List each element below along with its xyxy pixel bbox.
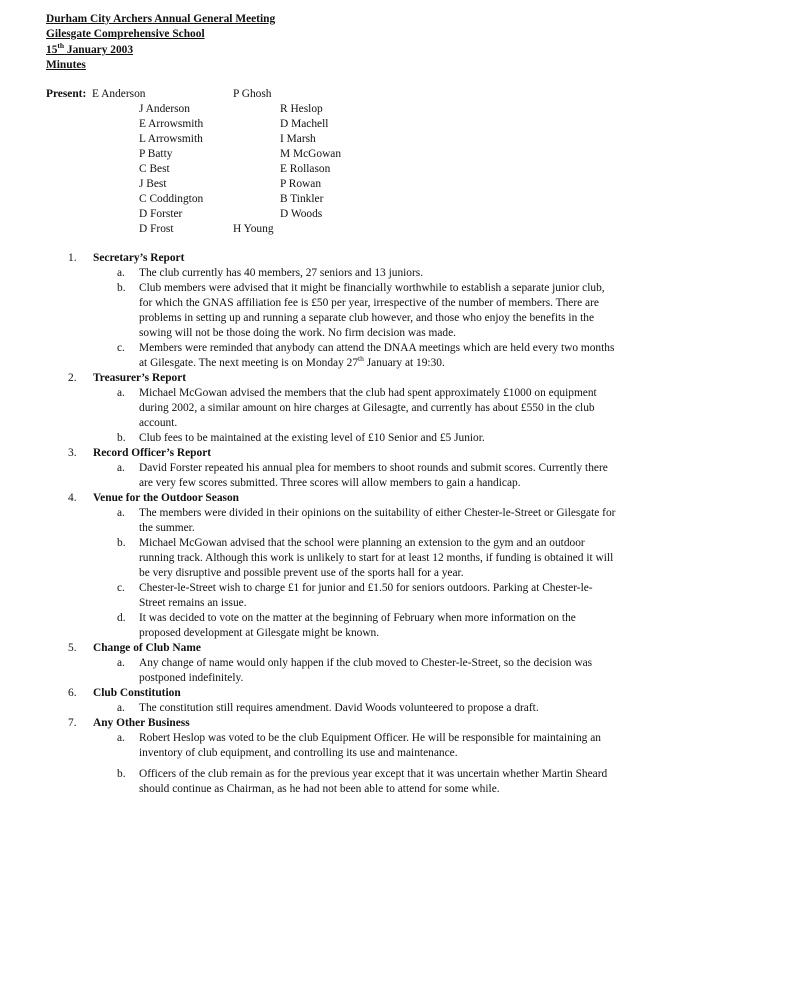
item-text: It was decided to vote on the matter at the beginning of February when more information on the proposed development at Gilesgate might be known.: [139, 612, 576, 639]
item-text: Michael McGowan advised the members that the club had spent approximately £1000 on equipment during 2002, a similar amount on hire charges at Gilesagte, and currently has about £550 in the club account.: [139, 387, 597, 429]
item-letter: a.: [117, 732, 125, 744]
attendee-name: C Coddington: [139, 193, 204, 205]
minute-item: [0, 461, 800, 491]
document-header: [46, 12, 275, 73]
minute-item: [0, 506, 800, 536]
item-letter: b.: [117, 768, 126, 780]
item-letter: a.: [117, 657, 125, 669]
agenda-section: [0, 491, 800, 641]
minute-item: [0, 341, 800, 371]
section-number: 3.: [68, 447, 77, 459]
agenda-section: [0, 686, 800, 716]
section-title: Secretary’s Report: [93, 252, 185, 264]
attendee-name: M McGowan: [280, 148, 342, 160]
agenda-section: [0, 371, 800, 446]
attendee-name: H Young: [233, 223, 274, 235]
item-text: Club fees to be maintained at the existing level of £10 Senior and £5 Junior.: [139, 432, 485, 444]
attendee-name: P Ghosh: [233, 88, 272, 100]
item-text: The members were divided in their opinions on the suitability of either Chester-le-Street or Gilesgate for the summer.: [139, 507, 616, 534]
attendees-column-2: [233, 87, 341, 237]
agenda-sections: [0, 251, 800, 797]
item-text: Any change of name would only happen if the club moved to Chester-le-Street, so the decision was postponed indefinitely.: [139, 657, 593, 684]
attendee-name: E Arrowsmith: [139, 118, 204, 130]
item-text: Chester-le-Street wish to charge £1 for junior and £1.50 for seniors outdoors. Parking at Chester-le-Street remains an issue.: [139, 582, 593, 609]
attendee-name: E Anderson: [92, 88, 146, 100]
attendees-column-1: [92, 87, 203, 237]
section-number: 2.: [68, 372, 77, 384]
section-title: Club Constitution: [93, 687, 181, 699]
minute-item: [0, 266, 800, 281]
item-letter: b.: [117, 282, 126, 294]
section-number: 6.: [68, 687, 77, 699]
attendee-name: J Anderson: [139, 103, 190, 115]
item-letter: c.: [117, 582, 125, 594]
section-title: Venue for the Outdoor Season: [93, 492, 239, 504]
section-title: Treasurer’s Report: [93, 372, 187, 384]
attendee-name: D Forster: [139, 208, 183, 220]
section-title: Change of Club Name: [93, 642, 201, 654]
document-type: Minutes: [46, 58, 86, 71]
attendee-name: D Machell: [280, 118, 329, 130]
minute-item: [0, 281, 800, 341]
attendee-name: E Rollason: [280, 163, 331, 175]
item-letter: a.: [117, 702, 125, 714]
attendee-name: I Marsh: [280, 133, 316, 145]
attendee-name: B Tinkler: [280, 193, 324, 205]
item-letter: b.: [117, 432, 126, 444]
item-text: Club members were advised that it might be financially worthwhile to establish a separate junior club, for which the GNAS affiliation fee is £50 per year, irrespective of the number of members. There are problems in setting up and running a separate club however, and those who enjoy the benefits in the sowing will not be those doing the work. No firm decision was made.: [139, 282, 605, 339]
present-label: Present:: [46, 88, 87, 100]
section-title: Record Officer’s Report: [93, 447, 212, 459]
item-text: Robert Heslop was voted to be the club Equipment Officer. He will be responsible for maintaining an inventory of club equipment, and controlling its use and maintenance.: [139, 732, 601, 759]
item-text: David Forster repeated his annual plea for members to shoot rounds and submit scores. Currently there are very few scores submitted. Three scores will allow members to gain a handicap.: [139, 462, 608, 489]
attendee-name: D Frost: [139, 223, 174, 235]
item-text: The constitution still requires amendment. David Woods volunteered to propose a draft.: [139, 702, 539, 714]
section-number: 1.: [68, 252, 77, 264]
minute-item: [0, 767, 800, 797]
item-text: Members were reminded that anybody can attend the DNAA meetings which are held every two months at Gilesgate. The next meeting is on Monday 27th January at 19:30.: [139, 342, 615, 369]
section-number: 7.: [68, 717, 77, 729]
minute-item: [0, 536, 800, 581]
attendee-name: L Arrowsmith: [139, 133, 203, 145]
attendee-name: C Best: [139, 163, 170, 175]
minute-item: [0, 611, 800, 641]
section-number: 4.: [68, 492, 77, 504]
attendee-name: R Heslop: [280, 103, 323, 115]
minute-item: [0, 701, 800, 716]
item-letter: c.: [117, 342, 125, 354]
attendee-name: D Woods: [280, 208, 323, 220]
item-letter: b.: [117, 537, 126, 549]
agenda-section: [0, 716, 800, 797]
minute-item: [0, 731, 800, 761]
item-text: The club currently has 40 members, 27 seniors and 13 juniors.: [139, 267, 424, 279]
item-letter: a.: [117, 387, 125, 399]
minute-item: [0, 581, 800, 611]
meeting-date: 15th January 2003: [46, 40, 134, 56]
item-letter: a.: [117, 267, 125, 279]
minute-item: [0, 431, 800, 446]
attendee-name: P Rowan: [280, 178, 322, 190]
item-letter: d.: [117, 612, 126, 624]
section-title: Any Other Business: [93, 717, 190, 729]
minute-item: [0, 656, 800, 686]
item-text: Michael McGowan advised that the school were planning an extension to the gym and an outdoor running track. Although this work is unlikely to start for at least 12 months, if funding is obtained it will be very disruptive and possible prevent use of the sports hall for a year.: [139, 537, 614, 579]
agenda-section: [0, 446, 800, 491]
attendee-name: J Best: [139, 178, 167, 190]
attendee-name: P Batty: [139, 148, 173, 160]
org-title: Durham City Archers Annual General Meeting: [46, 13, 276, 25]
agenda-section: [0, 641, 800, 686]
agenda-section: [0, 251, 800, 371]
item-letter: a.: [117, 462, 125, 474]
item-text: Officers of the club remain as for the previous year except that it was uncertain whether Martin Sheard should continue as Chairman, as he had not been able to attend for some while.: [139, 768, 608, 795]
venue-line: Gilesgate Comprehensive School: [46, 28, 205, 41]
section-number: 5.: [68, 642, 77, 654]
minute-item: [0, 386, 800, 431]
item-letter: a.: [117, 507, 125, 519]
